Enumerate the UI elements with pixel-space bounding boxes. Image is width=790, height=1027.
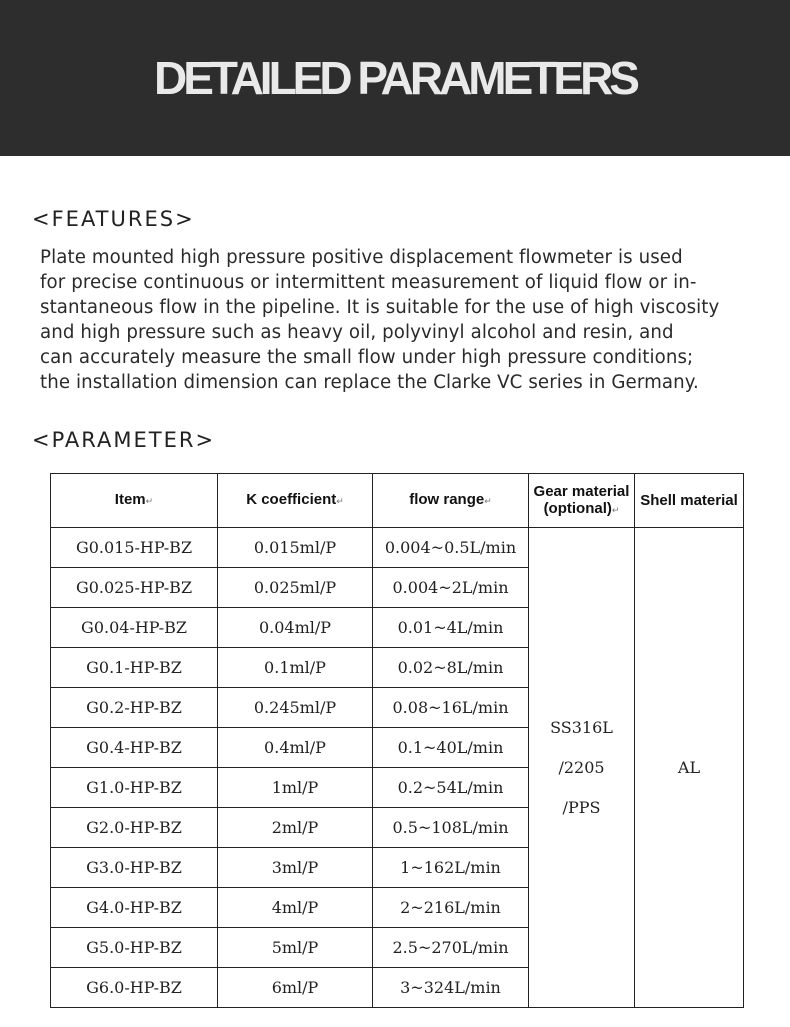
flow-range-cell: 0.004~0.5L/min <box>373 528 529 568</box>
paragraph-mark-icon: ↵ <box>611 504 620 515</box>
features-line: can accurately measure the small flow under high pressure conditions; <box>40 347 694 368</box>
item-cell: G0.04-HP-BZ <box>51 608 218 648</box>
k-coefficient-cell: 0.1ml/P <box>218 648 373 688</box>
flow-range-cell: 0.01~4L/min <box>373 608 529 648</box>
table-header-row <box>51 474 744 528</box>
flow-range-cell: 2~216L/min <box>373 888 529 928</box>
k-coefficient-cell: 6ml/P <box>218 968 373 1008</box>
item-cell: G5.0-HP-BZ <box>51 928 218 968</box>
item-cell: G1.0-HP-BZ <box>51 768 218 808</box>
k-coefficient-cell: 0.015ml/P <box>218 528 373 568</box>
features-line: the installation dimension can replace the Clarke VC series in Germany. <box>40 372 699 393</box>
item-cell: G2.0-HP-BZ <box>51 808 218 848</box>
k-coefficient-cell: 3ml/P <box>218 848 373 888</box>
parameter-table <box>50 473 744 1008</box>
item-cell: G0.015-HP-BZ <box>51 528 218 568</box>
k-coefficient-cell: 1ml/P <box>218 768 373 808</box>
k-coefficient-cell: 0.04ml/P <box>218 608 373 648</box>
flow-range-cell: 0.5~108L/min <box>373 808 529 848</box>
paragraph-mark-icon: ↵ <box>336 496 344 506</box>
gear-material-line: /2205 <box>558 757 605 777</box>
flow-range-cell: 2.5~270L/min <box>373 928 529 968</box>
item-cell: G0.025-HP-BZ <box>51 568 218 608</box>
k-coefficient-cell: 0.025ml/P <box>218 568 373 608</box>
column-header-k-coefficient: K coefficient↵ <box>218 474 373 528</box>
column-header-shell-material: Shell material <box>635 474 744 528</box>
k-coefficient-cell: 4ml/P <box>218 888 373 928</box>
paragraph-mark-icon: ↵ <box>145 496 154 506</box>
table-row <box>51 528 744 568</box>
features-line: stantaneous flow in the pipeline. It is suitable for the use of high viscosity <box>40 297 720 318</box>
column-header-flow-range: flow range↵ <box>373 474 529 528</box>
k-coefficient-cell: 0.4ml/P <box>218 728 373 768</box>
flow-range-cell: 3~324L/min <box>373 968 529 1008</box>
features-line: for precise continuous or intermittent measurement of liquid flow or in- <box>40 272 697 293</box>
k-coefficient-cell: 5ml/P <box>218 928 373 968</box>
k-coefficient-cell: 0.245ml/P <box>218 688 373 728</box>
column-header-item: Item↵ <box>51 474 218 528</box>
item-cell: G3.0-HP-BZ <box>51 848 218 888</box>
features-line: and high pressure such as heavy oil, polyvinyl alcohol and resin, and <box>40 322 674 343</box>
flow-range-cell: 0.004~2L/min <box>373 568 529 608</box>
column-header-gear-material: Gear material (optional)↵ <box>529 474 635 528</box>
item-cell: G6.0-HP-BZ <box>51 968 218 1008</box>
item-cell: G0.2-HP-BZ <box>51 688 218 728</box>
parameter-heading: <PARAMETER> <box>32 428 216 452</box>
paragraph-mark-icon: ↵ <box>484 496 492 506</box>
features-line: Plate mounted high pressure positive displacement flowmeter is used <box>40 247 683 268</box>
item-cell: G4.0-HP-BZ <box>51 888 218 928</box>
flow-range-cell: 0.02~8L/min <box>373 648 529 688</box>
k-coefficient-cell: 2ml/P <box>218 808 373 848</box>
features-description <box>40 245 760 395</box>
features-heading: <FEATURES> <box>32 207 195 231</box>
page-title: DETAILED PARAMETERS <box>154 52 636 104</box>
flow-range-cell: 0.2~54L/min <box>373 768 529 808</box>
shell-material-cell: AL <box>635 528 744 1008</box>
flow-range-cell: 0.08~16L/min <box>373 688 529 728</box>
header-banner <box>0 0 790 156</box>
gear-material-cell <box>529 528 635 1008</box>
gear-material-line: /PPS <box>562 797 601 817</box>
item-cell: G0.1-HP-BZ <box>51 648 218 688</box>
flow-range-cell: 1~162L/min <box>373 848 529 888</box>
flow-range-cell: 0.1~40L/min <box>373 728 529 768</box>
gear-material-line: SS316L <box>550 717 613 737</box>
item-cell: G0.4-HP-BZ <box>51 728 218 768</box>
